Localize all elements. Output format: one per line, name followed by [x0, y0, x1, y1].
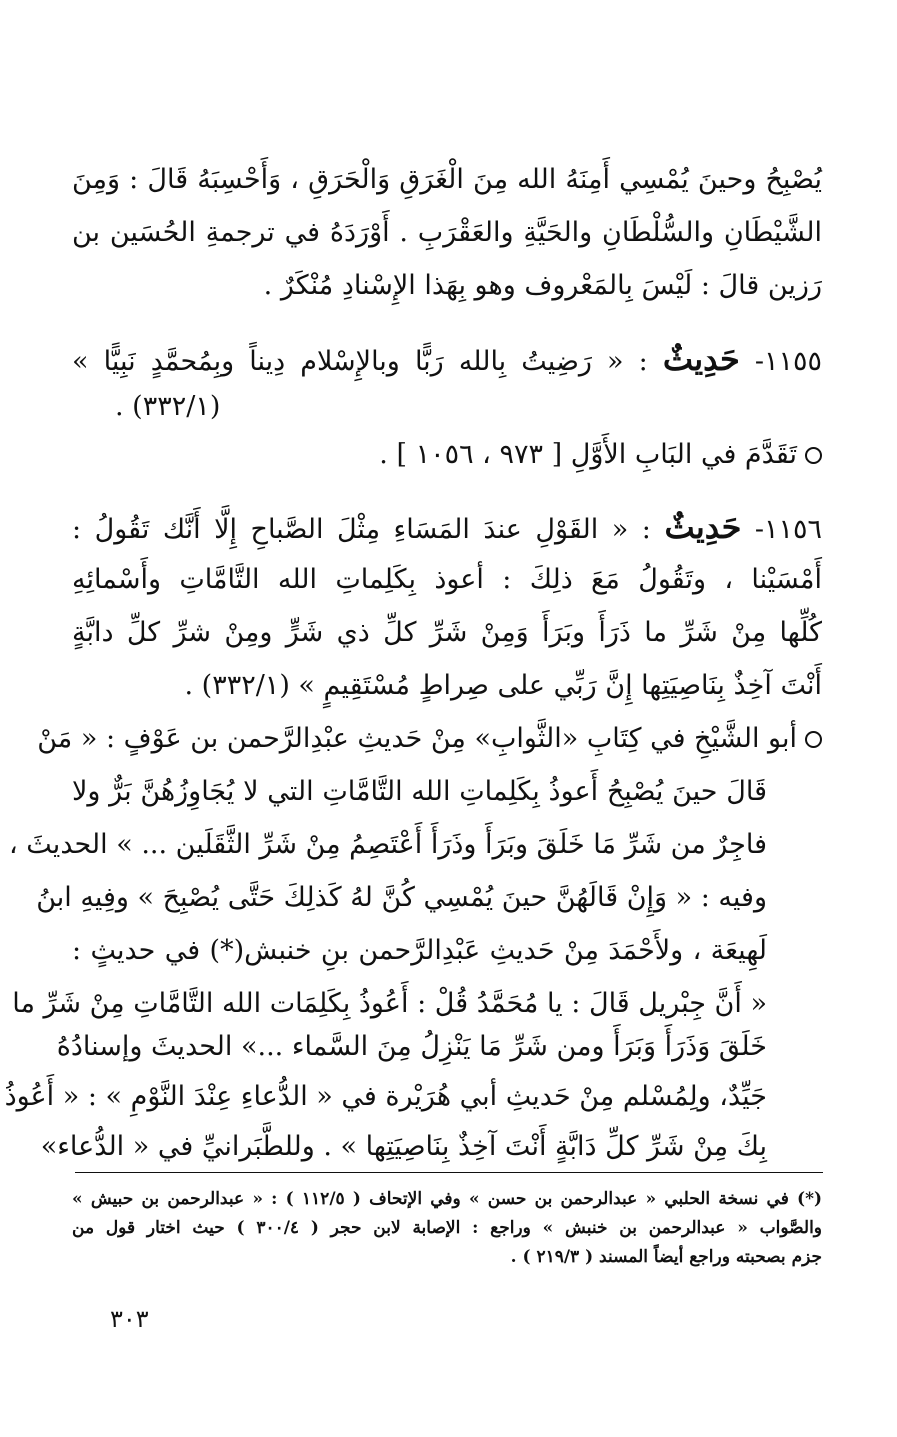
text-line-9: أَمْسَيْنا ، وتَقُولُ مَعَ ذلِكَ : أعوذ بِكَلِماتِ الله التَّامَّاتِ وأَسْمائِهِ [72, 564, 822, 595]
page-number: ٣٠٣ [110, 1305, 149, 1333]
circle-bullet-icon [805, 731, 822, 748]
footnote-line-2: والصَّواب « عبدالرحمن بن خنبش » وراجع : الإصابة لابن حجر ( ٣٠٠/٤ ) حيث اختار قول من [72, 1218, 822, 1238]
hadith-text: : « القَوْلِ عندَ المَسَاءِ مِثْلَ الصَّباحِ إِلَّا أَنَّك تَقُولُ : [72, 514, 651, 545]
text-line-11: أَنْتَ آخِذٌ بِنَاصِيَتِها إِنَّ رَبِّي على صِراطٍ مُسْتَقِيمٍ » (٣٣٢/١) . [184, 670, 822, 701]
text-line-14: فاجِرٌ من شَرِّ مَا خَلَقَ وبَرَأَ وذَرَأَ أَعْتَصِمُ مِنْ شَرِّ الثَّقَلَين ... » الحديثَ ، [9, 829, 767, 860]
hadith-1155-heading [72, 337, 822, 381]
note-text: تَقَدَّمَ في البَابِ الأَوَّلِ [ ٩٧٣ ، ١٠٥٦ ] . [379, 439, 797, 470]
text-line-16: لَهِيعَة ، ولأَحْمَدَ مِنْ حَديثِ عَبْدِالرَّحمن بنِ خنبش(*) في حديثٍ : [72, 935, 767, 966]
text-line-17: « أَنَّ جِبْريل قَالَ : يا مُحَمَّدُ قُلْ : أَعُوذُ بِكَلِمَات الله التَّامَّاتِ مِنْ شَرِّ ما [12, 988, 767, 1019]
circle-bullet-icon [805, 447, 822, 464]
footnote-divider [75, 1172, 823, 1173]
text-line-19: جَيِّدٌ، ولِمُسْلم مِنْ حَديثِ أبي هُرَيْرة في « الدُّعاءِ عِنْدَ النَّوْمِ » : « أَعُوذُ [4, 1081, 767, 1112]
hadith-number: ١١٥٦- [754, 514, 822, 545]
text-line-20: بِكَ مِنْ شَرِّ كلِّ دَابَّةٍ أَنْتَ آخِذٌ بِنَاصِيَتِها » . وللطَّبَرانيِّ في « الدُّعاء» [40, 1131, 767, 1162]
hadith-1155-note [72, 433, 822, 477]
hadith-keyword: حَدِيثٌ [662, 340, 740, 378]
hadith-text: : « رَضِيتُ بِالله رَبًّا وبالإِسْلام دِيناً وبِمُحمَّدٍ نَبِيًّا » [72, 346, 648, 377]
footnote-line-3: جزم بصحبته وراجع أيضاً المسند ( ٢١٩/٣ ) . [510, 1247, 822, 1267]
text-line-12 [37, 717, 822, 761]
hadith-1155-reference: (٣٣٢/١) . [115, 391, 221, 422]
note-text: أبو الشَّيْخِ في كِتَابِ «الثَّوابِ» مِنْ حَديثِ عبْدِالرَّحمن بن عَوْفٍ : « مَنْ [37, 723, 797, 754]
hadith-1156-heading [72, 505, 822, 549]
footnote-line-1: (*) في نسخة الحلبي « عبدالرحمن بن حسن » وفي الإتحاف ( ١١٢/٥ ) : « عبدالرحمن بن حبيش » [72, 1189, 823, 1209]
hadith-keyword: حَدِيثٌ [664, 508, 742, 546]
text-line-2: الشَّيْطَانِ والسُّلْطَانِ والحَيَّةِ والعَقْرَبِ . أَوْرَدَهُ في ترجمةِ الحُسَين بن [72, 217, 822, 248]
text-line-18: خَلَقَ وَذَرَأَ وَبَرَأَ ومن شَرِّ مَا يَنْزِلُ مِنَ السَّماء ...» الحديثَ وإسنادُهُ [56, 1031, 767, 1062]
text-line-3: رَزين قالَ : لَيْسَ بِالمَعْروف وهو بِهَذا الإِسْنادِ مُنْكَرٌ . [263, 270, 822, 301]
hadith-number: ١١٥٥- [754, 346, 822, 377]
text-line-1: يُصْبِحُ وحينَ يُمْسِي أَمِنَهُ الله مِنَ الْغَرَقِ وَالْحَرَقِ ، وَأَحْسِبَهُ قَالَ : وَمِنَ [72, 164, 822, 195]
text-line-13: قَالَ حينَ يُصْبِحُ أَعوذُ بِكَلِماتِ الله التَّامَّاتِ التي لا يُجَاوِزُهُنَّ بَرٌّ ولا [72, 776, 767, 807]
text-line-10: كُلِّها مِنْ شَرِّ ما ذَرَأَ وبَرَأَ وَمِنْ شَرِّ كلِّ ذي شَرٍّ ومِنْ شرِّ كلِّ دابَّةٍ [72, 617, 822, 648]
text-line-15: وفيه : « وَإِنْ قَالَهُنَّ حينَ يُمْسِي كُنَّ لهُ كَذلِكَ حَتَّى يُصْبِحَ » وفِيهِ ابنُ [36, 882, 767, 913]
